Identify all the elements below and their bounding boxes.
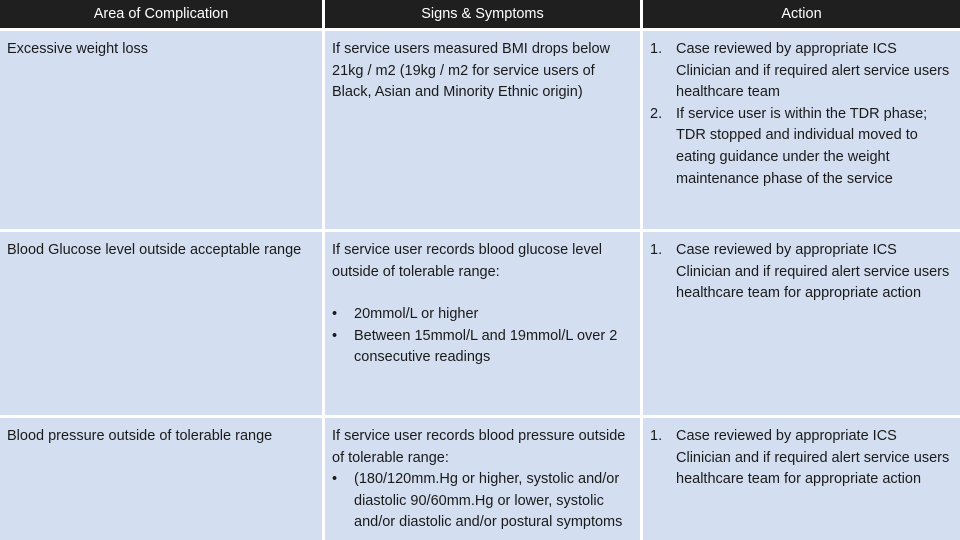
action-text: If service user is within the TDR phase; TDR stopped and individual moved to eating guidance under the weight maintenance phase of the service bbox=[676, 105, 928, 187]
signs-text: If service user records blood pressure outside of tolerable range: bbox=[332, 428, 626, 466]
row-1-area bbox=[0, 31, 322, 229]
action-number: 1. bbox=[650, 428, 663, 444]
row-1-actions bbox=[643, 31, 960, 229]
row-3-actions bbox=[643, 418, 960, 540]
row-3-signs bbox=[325, 418, 640, 540]
action-number: 2. bbox=[650, 105, 663, 122]
row-3-area bbox=[0, 418, 322, 540]
action-number: 1. bbox=[650, 41, 663, 57]
action-item bbox=[650, 39, 954, 104]
action-item bbox=[650, 426, 954, 491]
action-text: Case reviewed by appropriate ICS Clinician and if required alert service users healthcare team for appropriate action bbox=[676, 428, 950, 488]
action-item bbox=[650, 240, 954, 305]
row-2-actions bbox=[643, 232, 960, 415]
bullet-glyph: • bbox=[332, 306, 338, 323]
bullet-text: Between 15mmol/L and 19mmol/L over 2 consecutive readings bbox=[354, 327, 618, 366]
header-area-of-complication: Area of Complication bbox=[0, 0, 322, 28]
bullet-text: 20mmol/L or higher bbox=[354, 306, 479, 323]
area-label: Blood pressure outside of tolerable range bbox=[7, 428, 273, 444]
signs-bullet-list bbox=[332, 304, 634, 369]
row-1-signs bbox=[325, 31, 640, 229]
signs-text: If service user records blood glucose level outside of tolerable range: bbox=[332, 242, 602, 280]
area-label: Blood Glucose level outside acceptable range bbox=[7, 242, 302, 258]
signs-text: If service users measured BMI drops below 21kg / m2 (19kg / m2 for service users of Black, Asian and Minority Ethnic origin) bbox=[332, 41, 611, 101]
signs-bullet-list bbox=[332, 469, 634, 534]
row-2-signs bbox=[325, 232, 640, 415]
action-item bbox=[650, 104, 954, 190]
action-list bbox=[650, 39, 954, 190]
action-list bbox=[650, 240, 954, 305]
action-list bbox=[650, 426, 954, 491]
action-number: 1. bbox=[650, 242, 663, 258]
bullet-glyph: • bbox=[332, 327, 338, 344]
header-signs-and-symptoms: Signs & Symptoms bbox=[325, 0, 640, 28]
action-text: Case reviewed by appropriate ICS Clinician and if required alert service users healthcare team for appropriate action bbox=[676, 242, 950, 302]
area-label: Excessive weight loss bbox=[7, 41, 149, 57]
signs-bullet-item bbox=[332, 326, 634, 369]
row-2-area bbox=[0, 232, 322, 415]
header-action: Action bbox=[643, 0, 960, 28]
bullet-text: (180/120mm.Hg or higher, systolic and/or diastolic 90/60mm.Hg or lower, systolic and/or diastolic and/or postural symptoms bbox=[354, 471, 623, 531]
signs-bullet-item bbox=[332, 469, 634, 534]
signs-bullet-item bbox=[332, 304, 634, 326]
action-text: Case reviewed by appropriate ICS Clinician and if required alert service users healthcare team bbox=[676, 41, 950, 101]
bullet-glyph: • bbox=[332, 471, 338, 488]
